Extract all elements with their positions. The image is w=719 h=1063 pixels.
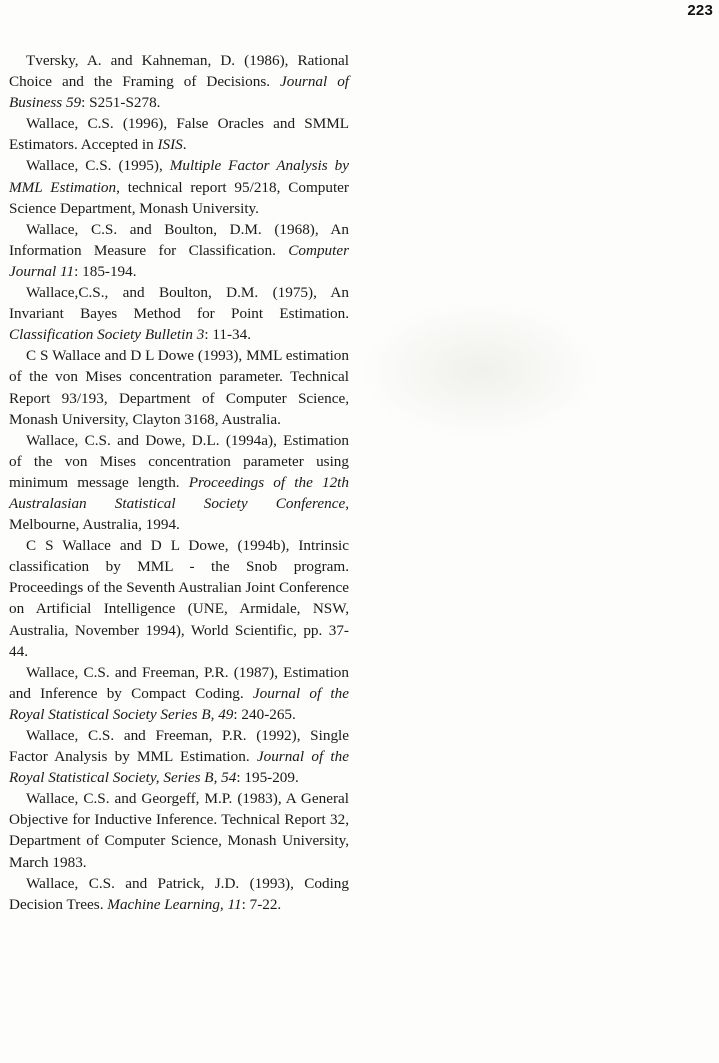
reference-entry: [9, 50, 349, 113]
reference-italic-text: Computer Journal 11: [9, 241, 349, 280]
reference-italic-text: ISIS: [157, 136, 183, 154]
reference-list: [9, 50, 349, 915]
reference-italic-text: Journal of Business 59: [9, 73, 350, 112]
reference-entry: [9, 662, 349, 725]
reference-text: , Melbourne, Australia, 1994.: [9, 494, 349, 534]
reference-text: Wallace, C.S. (1996), False Oracles and SMML Estimators. Accepted in: [9, 115, 349, 154]
reference-entry: [9, 345, 349, 429]
reference-entry: [9, 788, 349, 872]
reference-italic-text: Journal of the Royal Statistical Society, Series B, 54: [9, 748, 349, 787]
reference-text: : 11-34.: [204, 326, 251, 344]
reference-entry: [9, 535, 349, 662]
show-through-shadow: [360, 300, 600, 440]
reference-text: C S Wallace and D L Dowe, (1994b), Intrinsic classification by MML - the Snob program. Proceedings of the Seventh Australian Joint Conference on Artificial Intelligence (UNE, Armidale, NSW, Australia, November 1994), World Scientific, pp. 37-44.: [9, 537, 349, 660]
reference-entry: [9, 113, 349, 155]
reference-italic-text: Proceedings of the 12th Australasian Statistical Society Conference: [9, 473, 349, 512]
reference-text: Wallace, C.S. and Freeman, P.R. (1992), Single Factor Analysis by MML Estimation.: [9, 727, 349, 766]
reference-text: Wallace, C.S. (1995),: [26, 157, 170, 175]
reference-text: Wallace, C.S. and Patrick, J.D. (1993), Coding Decision Trees.: [9, 874, 349, 913]
reference-text: Wallace, C.S. and Boulton, D.M. (1968), An Information Measure for Classification.: [9, 220, 349, 259]
reference-entry: [9, 219, 349, 282]
reference-italic-text: Multiple Factor Analysis by MML Estimation: [9, 157, 349, 196]
reference-entry: [9, 873, 349, 915]
reference-italic-text: Journal of the Royal Statistical Society Series B, 49: [9, 684, 349, 723]
reference-text: Wallace,C.S., and Boulton, D.M. (1975), An Invariant Bayes Method for Point Estimation.: [9, 284, 349, 323]
reference-text: : 185-194.: [74, 262, 137, 280]
reference-text: : S251-S278.: [81, 94, 161, 112]
page-number: 223: [687, 2, 713, 19]
reference-text: .: [182, 136, 187, 154]
reference-text: Tversky, A. and Kahneman, D. (1986), Rational Choice and the Framing of Decisions.: [9, 52, 349, 91]
reference-text: , technical report 95/218, Computer Science Department, Monash University.: [9, 178, 349, 217]
reference-text: : 195-209.: [236, 769, 299, 787]
reference-text: : 7-22.: [241, 895, 282, 913]
reference-italic-text: Machine Learning, 11: [107, 895, 242, 913]
reference-text: Wallace, C.S. and Dowe, D.L. (1994a), Estimation of the von Mises concentration parameter using minimum message length.: [9, 431, 349, 491]
reference-text: Wallace, C.S. and Georgeff, M.P. (1983), A General Objective for Inductive Inference. Technical Report 32, Department of Computer Science, Monash University, March 1983.: [9, 790, 349, 871]
reference-text: C S Wallace and D L Dowe (1993), MML estimation of the von Mises concentration parameter. Technical Report 93/193, Department of Computer Science, Monash University, Clayton 3168, Australia.: [9, 347, 349, 428]
reference-entry: [9, 282, 349, 345]
reference-text: Wallace, C.S. and Freeman, P.R. (1987), Estimation and Inference by Compact Coding.: [9, 663, 349, 702]
reference-entry: [9, 155, 349, 218]
reference-italic-text: Classification Society Bulletin 3: [9, 326, 205, 344]
reference-entry: [9, 430, 349, 535]
reference-entry: [9, 725, 349, 788]
reference-text: : 240-265.: [233, 705, 296, 723]
